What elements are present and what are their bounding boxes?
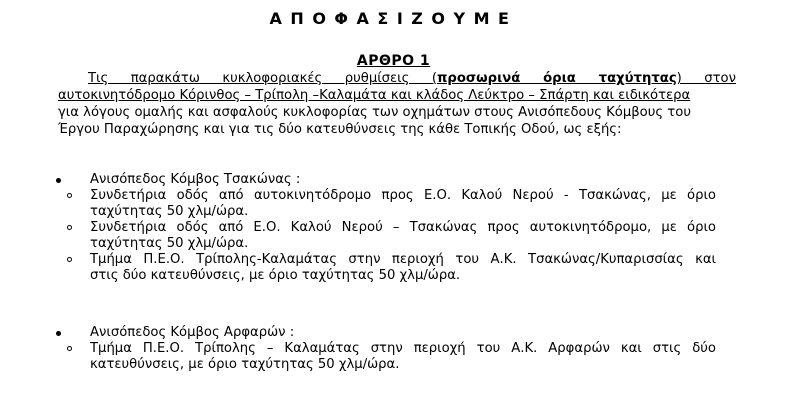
bullet-icon (56, 178, 61, 183)
sub-item-line-1: Συνδετήρια οδός από Ε.Ο. Καλού Νερού – Τσακώνας προς αυτοκινητόδρομο, με όριο (90, 220, 716, 235)
intro-line-4: Έργου Παραχώρησης και για τις δύο κατευθύνσεις της κάθε Τοπικής Οδού, ως εξής: (58, 122, 622, 137)
intro-line-2: αυτοκινητόδρομο Κόρινθος – Τρίπολη –Καλαμάτα και κλάδος Λεύκτρο – Σπάρτη και ειδικότερα (58, 88, 691, 103)
sub-item-line-2: ταχύτητας 50 χλμ/ώρα. (90, 236, 249, 251)
sub-list-item (0, 220, 716, 252)
list-item (0, 172, 787, 188)
sub-list-item (0, 341, 716, 373)
sub-item-line-1: Τμήμα Π.Ε.Ο. Τρίπολης-Καλαμάτας στην περιοχή του Α.Κ. Τσακώνας/Κυπαρισσίας και (90, 252, 716, 267)
intro-line-3: για λόγους ομαλής και ασφαλούς κυκλοφορίας των οχημάτων στους Ανισόπεδους Κόμβους του (58, 105, 691, 120)
sub-list-item (0, 188, 716, 220)
section-tsakonas (0, 172, 787, 284)
sub-item-line-1: Συνδετήρια οδός από αυτοκινητόδρομο προς Ε.Ο. Καλού Νερού - Τσακώνας, με όριο (90, 188, 716, 203)
sub-item-line-2: στις δύο κατευθύνσεις, με όριο ταχύτητας 50 χλμ/ώρα. (90, 268, 461, 283)
section-title: Ανισόπεδος Κόμβος Τσακώνας : (90, 172, 301, 187)
sub-item-line-2: ταχύτητας 50 χλμ/ώρα. (90, 204, 249, 219)
circle-bullet-icon (67, 193, 72, 198)
intro-speed-limits-emphasis: προσωρινά όρια ταχύτητας (436, 71, 677, 86)
circle-bullet-icon (67, 257, 72, 262)
article-title: ΑΡΘΡΟ 1 (356, 53, 431, 69)
section-arfaron (0, 325, 787, 373)
intro-line-1-post: ) στον (676, 71, 736, 86)
sub-item-line-1: Τμήμα Π.Ε.Ο. Τρίπολης – Καλαμάτας στην περιοχή του Α.Κ. Αρφαρών και στις δύο (90, 341, 716, 356)
decision-heading: ΑΠΟΦΑΣΙΖΟΥΜΕ (269, 9, 518, 28)
bullet-icon (56, 331, 61, 336)
circle-bullet-icon (67, 346, 72, 351)
section-title: Ανισόπεδος Κόμβος Αρφαρών : (90, 325, 295, 340)
intro-paragraph (58, 70, 736, 138)
sub-item-line-2: κατευθύνσεις, με όριο ταχύτητας 50 χλμ/ώρα. (90, 357, 400, 372)
intro-line-1-pre: Τις παρακάτω κυκλοφοριακές ρυθμίσεις ( (88, 71, 437, 86)
sub-list-item (0, 252, 716, 284)
circle-bullet-icon (67, 225, 72, 230)
list-item (0, 325, 787, 341)
intro-line-1 (58, 70, 736, 87)
